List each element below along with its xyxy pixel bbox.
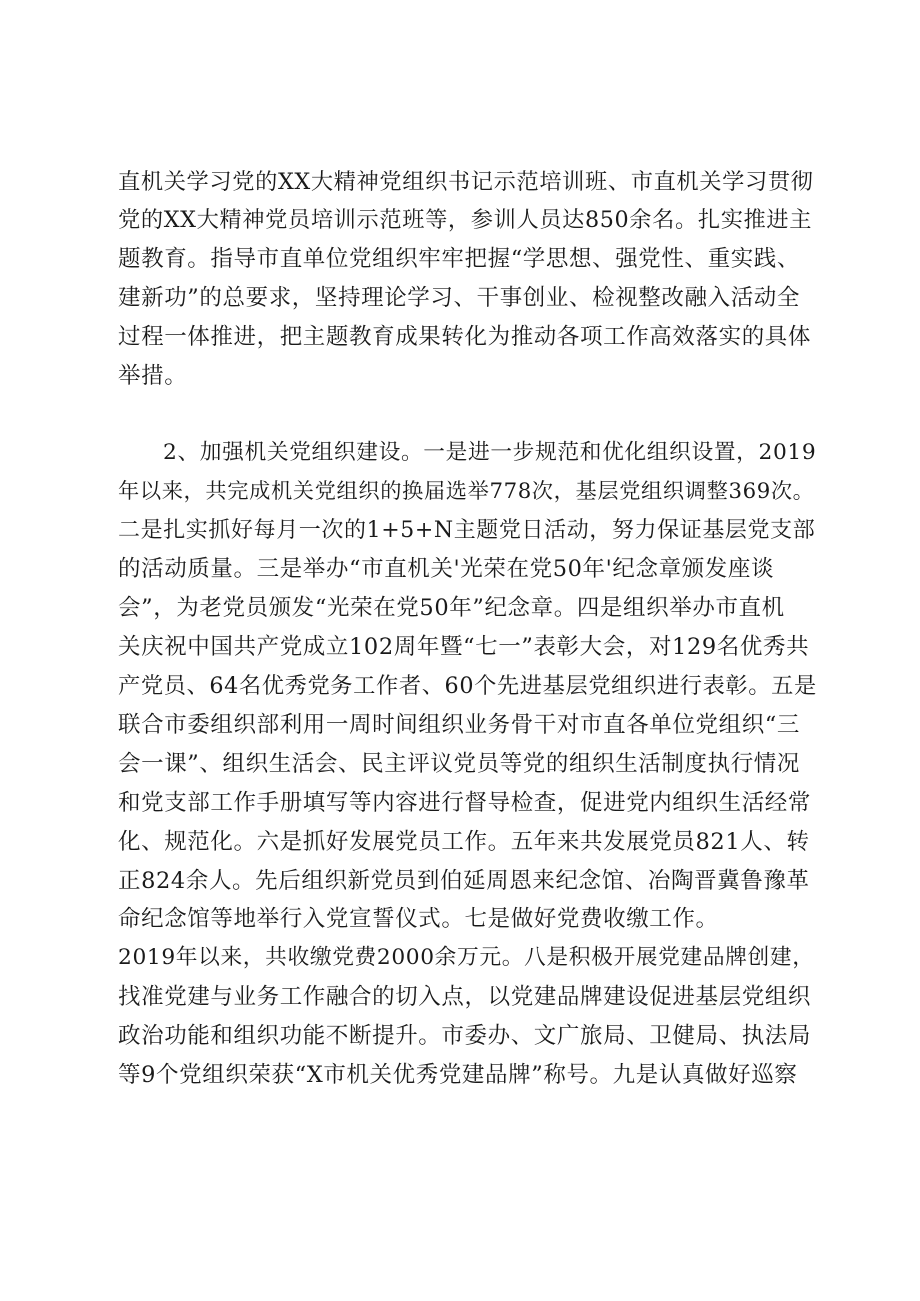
text-line: 关庆祝中国共产党成立102周年暨“七一”表彰大会，对129名优秀共	[118, 634, 810, 660]
text-line: 和党支部工作手册填写等内容进行督导检查，促进党内组织生活经常	[118, 790, 812, 816]
text-line: 产党员、64名优秀党务工作者、60个先进基层党组织进行表彰。五是	[118, 673, 817, 699]
text-line: 直机关学习党的XX大精神党组织书记示范培训班、市直机关学习贯彻	[118, 169, 814, 195]
text-line: 化、规范化。六是抓好发展党员工作。五年来共发展党员821人、转	[118, 829, 810, 855]
text-line: 题教育。指导市直单位党组织牢牢把握“学思想、强党性、重实践、	[118, 246, 801, 272]
text-line: 过程一体推进，把主题教育成果转化为推动各项工作高效落实的具体	[118, 324, 812, 350]
text-line: 举措。	[118, 363, 188, 389]
text-line: 找准党建与业务工作融合的切入点，以党建品牌建设促进基层党组织	[118, 984, 812, 1010]
text-line: 政治功能和组织功能不断提升。市委办、文广旅局、卫健局、执法局	[118, 1023, 812, 1049]
text-line: 2019年以来，共收缴党费2000余万元。八是积极开展党建品牌创建，	[118, 945, 815, 970]
text-line: 联合市委组织部利用一周时间组织业务骨干对市直各单位党组织“三	[118, 712, 801, 738]
text-line: 年以来，共完成机关党组织的换届选举778次，基层党组织调整369次。	[118, 479, 815, 504]
text-line: 会一课”、组织生活会、民主评议党员等党的组织生活制度执行情况	[118, 751, 801, 777]
text-line: 正824余人。先后组织新党员到伯延周恩来纪念馆、冶陶晋冀鲁豫革	[118, 868, 810, 894]
text-line: 党的XX大精神党员培训示范班等，参训人员达850余名。扎实推进主	[118, 207, 813, 233]
text-line: 的活动质量。三是举办“市直机关'光荣在党50年'纪念章颁发座谈	[118, 556, 775, 582]
text-line: 建新功”的总要求，坚持理论学习、干事创业、检视整改融入活动全	[118, 285, 801, 311]
paragraph-first-line: 2、加强机关党组织建设。一是进一步规范和优化组织设置，2019	[163, 440, 817, 465]
text-line: 二是扎实抓好每月一次的1+5+N主题党日活动，努力保证基层党支部	[118, 518, 816, 543]
text-line: 等9个党组织荣获“X市机关优秀党建品牌”称号。九是认真做好巡察	[118, 1062, 798, 1088]
text-line: 命纪念馆等地举行入党宣誓仪式。七是做好党费收缴工作。	[118, 906, 719, 932]
text-line: 会”，为老党员颁发“光荣在党50年”纪念章。四是组织举办市直机	[118, 595, 785, 621]
